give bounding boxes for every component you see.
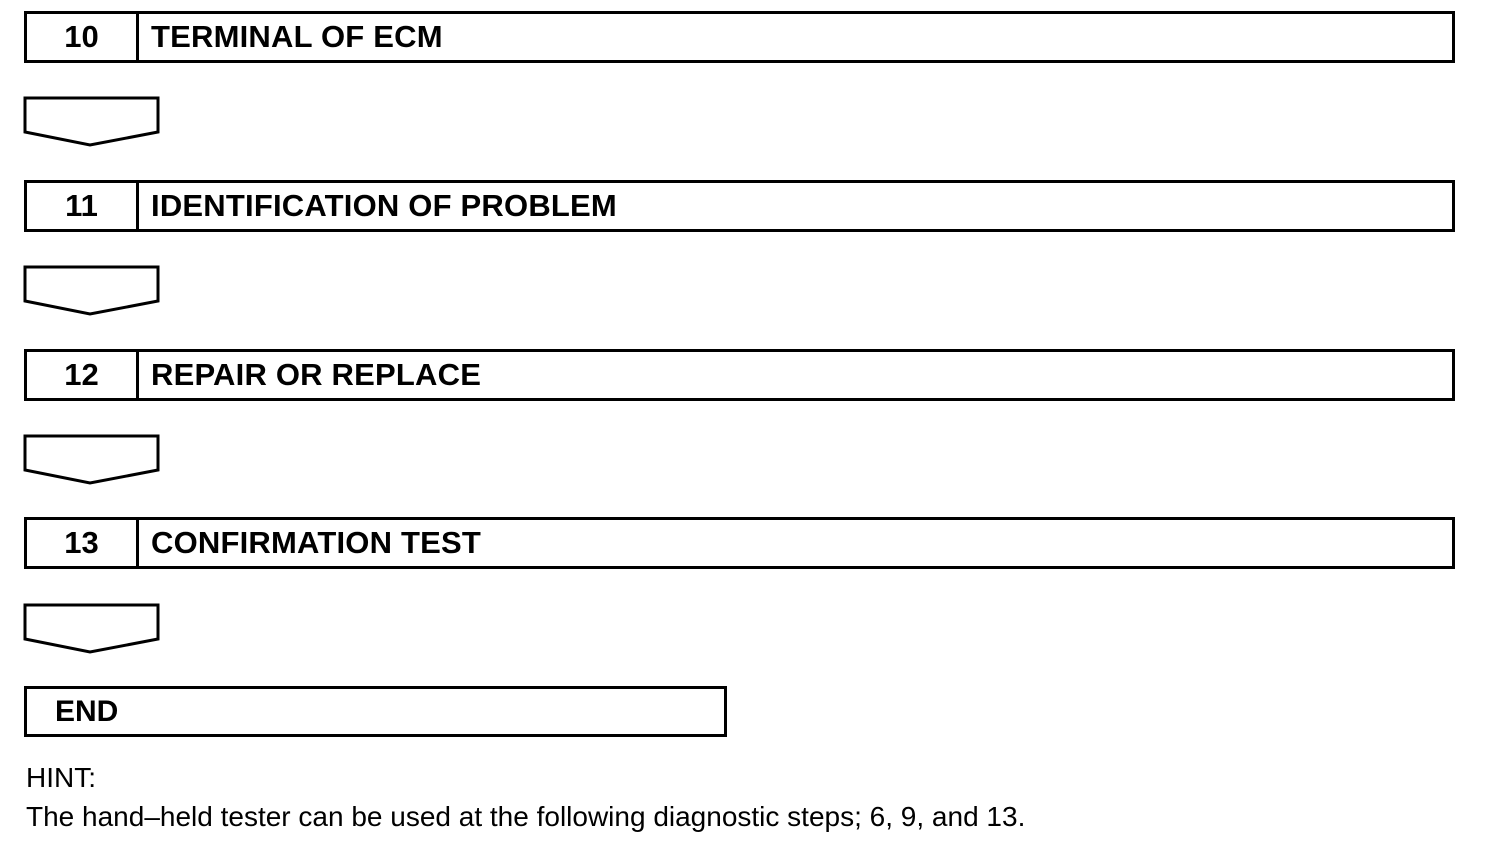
flow-down-arrow-icon: [23, 265, 161, 317]
step-number: 11: [27, 183, 139, 229]
step-number: 13: [27, 520, 139, 566]
step-box-13: [24, 517, 1455, 569]
step-number: 10: [27, 14, 139, 60]
end-label: END: [55, 694, 119, 728]
step-box-11: [24, 180, 1455, 232]
step-title: TERMINAL OF ECM: [151, 19, 443, 54]
flow-down-arrow-icon: [23, 603, 161, 655]
hint-text: The hand–held tester can be used at the following diagnostic steps; 6, 9, and 13.: [26, 801, 1026, 832]
step-title: REPAIR OR REPLACE: [151, 357, 482, 392]
flow-down-arrow-icon: [23, 96, 161, 148]
step-box-10: [24, 11, 1455, 63]
step-title: IDENTIFICATION OF PROBLEM: [151, 188, 617, 223]
hint-label: HINT:: [26, 762, 96, 793]
step-title: CONFIRMATION TEST: [151, 525, 482, 560]
step-number: 12: [27, 352, 139, 398]
step-box-12: [24, 349, 1455, 401]
flow-down-arrow-icon: [23, 434, 161, 486]
end-box: [24, 686, 727, 737]
